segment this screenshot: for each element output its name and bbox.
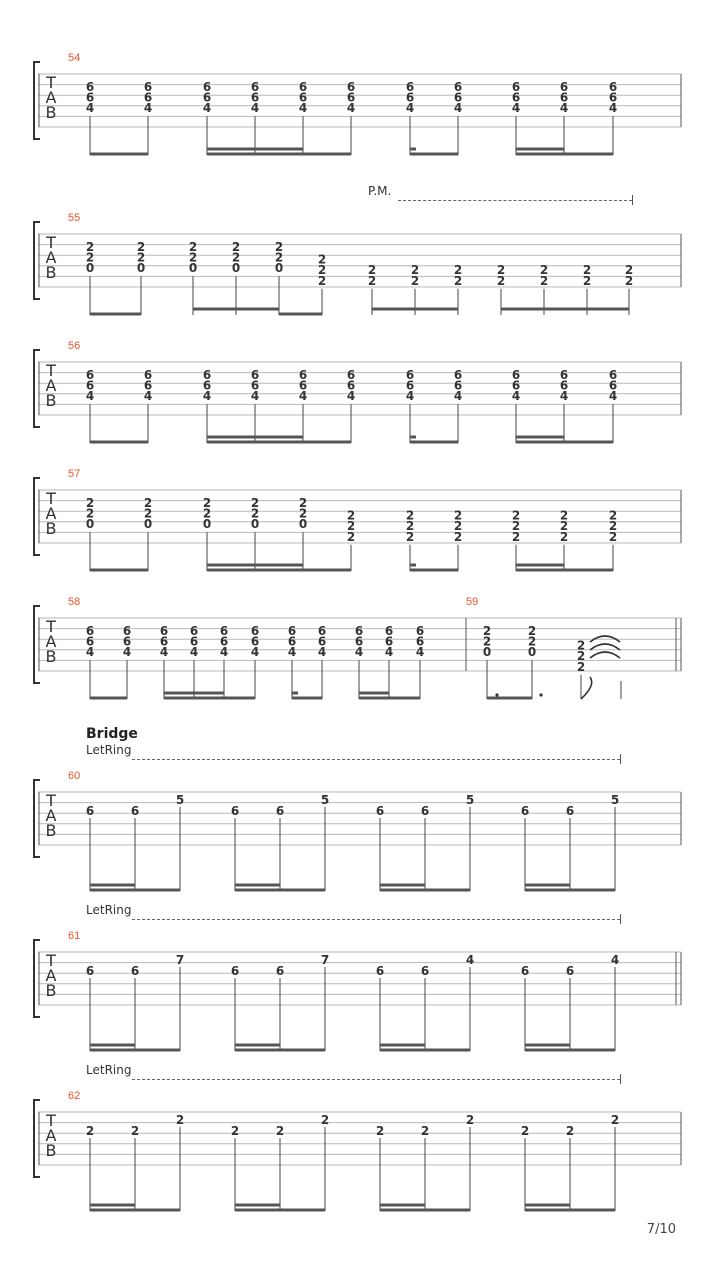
fret-number: 0 xyxy=(136,261,146,276)
measure-number: 60 xyxy=(68,770,81,782)
fret-number: 6 xyxy=(85,964,95,978)
fret-number: 4 xyxy=(465,953,475,967)
fret-number: 6 xyxy=(298,90,308,105)
fret-number: 2 xyxy=(346,508,356,523)
fret-number: 4 xyxy=(85,389,95,404)
fret-number: 2 xyxy=(175,1113,185,1127)
tab-staff-4 xyxy=(0,486,720,599)
dot xyxy=(495,693,498,696)
fret-number: 6 xyxy=(346,378,356,393)
fret-number: 2 xyxy=(346,519,356,534)
fret-number: 6 xyxy=(250,368,260,382)
fret-number: 4 xyxy=(189,645,199,660)
fret-number: 2 xyxy=(511,519,521,534)
measure-number: 55 xyxy=(68,212,81,224)
fret-number: 6 xyxy=(250,624,260,638)
fret-number: 6 xyxy=(250,378,260,393)
palm-mute-label: P.M. xyxy=(368,184,392,198)
fret-number: 6 xyxy=(346,368,356,382)
fret-number: 2 xyxy=(85,240,95,254)
fret-number: 2 xyxy=(410,263,420,278)
fret-number: 0 xyxy=(85,517,95,532)
fret-number: 2 xyxy=(274,250,284,265)
palm-mute-line xyxy=(398,200,632,201)
fret-number: 4 xyxy=(384,645,394,660)
fret-number: 6 xyxy=(415,624,425,638)
fret-number: 6 xyxy=(159,624,169,638)
fret-number: 2 xyxy=(576,638,586,653)
fret-number: 2 xyxy=(496,273,506,288)
fret-number: 2 xyxy=(482,634,492,649)
fret-number: 6 xyxy=(202,80,212,94)
fret-number: 6 xyxy=(287,634,297,649)
fret-number: 2 xyxy=(582,263,592,278)
fret-number: 6 xyxy=(520,804,530,818)
fret-number: 6 xyxy=(559,378,569,393)
fret-number: 0 xyxy=(202,517,212,532)
fret-number: 2 xyxy=(559,529,569,544)
let-ring-line xyxy=(132,759,620,760)
fret-number: 2 xyxy=(527,634,537,649)
fret-number: 6 xyxy=(85,634,95,649)
fret-number: 0 xyxy=(274,261,284,276)
tab-clef-letter: B xyxy=(45,519,57,538)
fret-number: 2 xyxy=(317,263,327,278)
fret-number: 0 xyxy=(250,517,260,532)
fret-number: 2 xyxy=(610,1113,620,1127)
fret-number: 2 xyxy=(346,529,356,544)
tab-clef-letter: A xyxy=(45,88,57,107)
fret-number: 6 xyxy=(559,90,569,105)
tab-clef-letter: T xyxy=(46,791,56,810)
tab-clef-letter: A xyxy=(45,1126,57,1145)
fret-number: 6 xyxy=(143,378,153,393)
fret-number: 4 xyxy=(511,389,521,404)
fret-number: 6 xyxy=(317,634,327,649)
tab-clef-letter: B xyxy=(45,391,57,410)
fret-number: 4 xyxy=(559,101,569,116)
fret-number: 2 xyxy=(405,529,415,544)
tab-clef-letter: B xyxy=(45,103,57,122)
fret-number: 2 xyxy=(375,1124,385,1138)
fret-number: 2 xyxy=(250,496,260,510)
fret-number: 2 xyxy=(453,508,463,523)
fret-number: 2 xyxy=(539,273,549,288)
fret-number: 6 xyxy=(298,80,308,94)
fret-number: 4 xyxy=(453,101,463,116)
fret-number: 6 xyxy=(405,80,415,94)
fret-number: 2 xyxy=(608,529,618,544)
fret-number: 4 xyxy=(608,101,618,116)
tab-clef-letter: T xyxy=(46,361,56,380)
fret-number: 2 xyxy=(482,624,492,638)
fret-number: 2 xyxy=(367,263,377,278)
fret-number: 6 xyxy=(317,624,327,638)
fret-number: 6 xyxy=(511,378,521,393)
fret-number: 5 xyxy=(320,793,330,807)
fret-number: 6 xyxy=(608,368,618,382)
fret-number: 2 xyxy=(559,508,569,523)
fret-number: 6 xyxy=(511,90,521,105)
fret-number: 4 xyxy=(354,645,364,660)
fret-number: 2 xyxy=(624,273,634,288)
fret-number: 6 xyxy=(143,80,153,94)
let-ring-end xyxy=(620,914,621,924)
fret-number: 6 xyxy=(559,80,569,94)
fret-number: 7 xyxy=(175,953,185,967)
tab-clef-letter: B xyxy=(45,647,57,666)
let-ring-line xyxy=(132,919,620,920)
let-ring-end xyxy=(620,754,621,764)
fret-number: 4 xyxy=(453,389,463,404)
fret-number: 6 xyxy=(85,90,95,105)
fret-number: 6 xyxy=(143,90,153,105)
fret-number: 2 xyxy=(202,496,212,510)
tab-clef-letter: A xyxy=(45,632,57,651)
fret-number: 6 xyxy=(415,634,425,649)
tab-clef-letter: A xyxy=(45,376,57,395)
fret-number: 6 xyxy=(511,368,521,382)
fret-number: 4 xyxy=(405,101,415,116)
fret-number: 4 xyxy=(250,389,260,404)
fret-number: 6 xyxy=(520,964,530,978)
fret-number: 6 xyxy=(130,964,140,978)
fret-number: 6 xyxy=(275,804,285,818)
fret-number: 4 xyxy=(610,953,620,967)
tab-staff-7 xyxy=(0,948,720,1061)
fret-number: 2 xyxy=(231,240,241,254)
fret-number: 2 xyxy=(453,263,463,278)
fret-number: 6 xyxy=(122,634,132,649)
fret-number: 2 xyxy=(85,250,95,265)
fret-number: 2 xyxy=(274,240,284,254)
fret-number: 2 xyxy=(576,659,586,674)
fret-number: 2 xyxy=(320,1113,330,1127)
fret-number: 6 xyxy=(384,624,394,638)
fret-number: 2 xyxy=(188,240,198,254)
fret-number: 6 xyxy=(565,964,575,978)
tab-clef-letter: B xyxy=(45,1141,57,1160)
fret-number: 2 xyxy=(410,273,420,288)
fret-number: 6 xyxy=(85,624,95,638)
fret-number: 2 xyxy=(453,273,463,288)
fret-number: 2 xyxy=(231,250,241,265)
tab-clef-letter: T xyxy=(46,233,56,252)
fret-number: 2 xyxy=(298,506,308,521)
fret-number: 2 xyxy=(539,263,549,278)
fret-number: 2 xyxy=(367,273,377,288)
measure-number: 54 xyxy=(68,52,81,64)
fret-number: 6 xyxy=(143,368,153,382)
page-number: 7/10 xyxy=(646,1222,676,1237)
fret-number: 4 xyxy=(202,101,212,116)
fret-number: 6 xyxy=(405,368,415,382)
fret-number: 2 xyxy=(230,1124,240,1138)
fret-number: 6 xyxy=(130,804,140,818)
fret-number: 6 xyxy=(608,80,618,94)
fret-number: 6 xyxy=(559,368,569,382)
fret-number: 4 xyxy=(250,645,260,660)
let-ring-label: LetRing xyxy=(86,743,132,757)
fret-number: 6 xyxy=(375,804,385,818)
fret-number: 6 xyxy=(85,368,95,382)
fret-number: 2 xyxy=(298,496,308,510)
fret-number: 5 xyxy=(610,793,620,807)
fret-number: 2 xyxy=(136,240,146,254)
tab-staff-6 xyxy=(0,788,720,901)
fret-number: 6 xyxy=(85,378,95,393)
let-ring-label: LetRing xyxy=(86,903,132,917)
fret-number: 2 xyxy=(136,250,146,265)
fret-number: 4 xyxy=(219,645,229,660)
fret-number: 2 xyxy=(559,519,569,534)
measure-number: 58 xyxy=(68,596,81,608)
tab-clef-letter: T xyxy=(46,617,56,636)
measure-number: 56 xyxy=(68,340,81,352)
fret-number: 2 xyxy=(405,519,415,534)
fret-number: 6 xyxy=(250,634,260,649)
section-title: Bridge xyxy=(86,726,138,742)
fret-number: 6 xyxy=(453,368,463,382)
fret-number: 6 xyxy=(420,964,430,978)
fret-number: 2 xyxy=(511,529,521,544)
fret-number: 2 xyxy=(405,508,415,523)
fret-number: 0 xyxy=(85,261,95,276)
measure-number: 59 xyxy=(466,596,479,608)
tab-staff-1 xyxy=(0,70,720,183)
fret-number: 2 xyxy=(275,1124,285,1138)
fret-number: 4 xyxy=(159,645,169,660)
fret-number: 6 xyxy=(250,90,260,105)
fret-number: 2 xyxy=(85,496,95,510)
fret-number: 0 xyxy=(527,645,537,660)
measure-number: 62 xyxy=(68,1090,81,1102)
fret-number: 4 xyxy=(298,101,308,116)
let-ring-label: LetRing xyxy=(86,1063,132,1077)
fret-number: 6 xyxy=(354,634,364,649)
fret-number: 4 xyxy=(608,389,618,404)
fret-number: 2 xyxy=(608,519,618,534)
note-flag xyxy=(581,677,592,699)
fret-number: 5 xyxy=(465,793,475,807)
fret-number: 6 xyxy=(608,378,618,393)
fret-number: 2 xyxy=(317,252,327,267)
tab-staff-3 xyxy=(0,358,720,471)
measure-number: 61 xyxy=(68,930,81,942)
fret-number: 6 xyxy=(608,90,618,105)
tab-clef-letter: T xyxy=(46,73,56,92)
fret-number: 6 xyxy=(189,634,199,649)
palm-mute-end xyxy=(632,195,633,205)
fret-number: 2 xyxy=(582,273,592,288)
tab-clef-letter: A xyxy=(45,504,57,523)
tab-clef-letter: A xyxy=(45,248,57,267)
fret-number: 2 xyxy=(624,263,634,278)
fret-number: 6 xyxy=(453,378,463,393)
fret-number: 4 xyxy=(122,645,132,660)
fret-number: 2 xyxy=(496,263,506,278)
tab-clef-letter: T xyxy=(46,489,56,508)
fret-number: 6 xyxy=(354,624,364,638)
fret-number: 6 xyxy=(202,90,212,105)
fret-number: 6 xyxy=(159,634,169,649)
let-ring-line xyxy=(132,1079,620,1080)
tie-arc xyxy=(590,652,620,658)
fret-number: 4 xyxy=(317,645,327,660)
tab-staff-5 xyxy=(0,614,720,727)
fret-number: 0 xyxy=(231,261,241,276)
fret-number: 6 xyxy=(453,90,463,105)
fret-number: 0 xyxy=(143,517,153,532)
fret-number: 2 xyxy=(250,506,260,521)
fret-number: 7 xyxy=(320,953,330,967)
fret-number: 4 xyxy=(85,101,95,116)
fret-number: 4 xyxy=(415,645,425,660)
fret-number: 2 xyxy=(576,649,586,664)
fret-number: 4 xyxy=(405,389,415,404)
fret-number: 6 xyxy=(405,378,415,393)
fret-number: 2 xyxy=(202,506,212,521)
fret-number: 6 xyxy=(202,368,212,382)
tab-clef-letter: T xyxy=(46,951,56,970)
fret-number: 6 xyxy=(122,624,132,638)
fret-number: 5 xyxy=(175,793,185,807)
fret-number: 2 xyxy=(420,1124,430,1138)
fret-number: 6 xyxy=(346,80,356,94)
fret-number: 6 xyxy=(219,634,229,649)
fret-number: 6 xyxy=(230,964,240,978)
fret-number: 4 xyxy=(250,101,260,116)
fret-number: 6 xyxy=(375,964,385,978)
fret-number: 4 xyxy=(202,389,212,404)
fret-number: 2 xyxy=(317,273,327,288)
fret-number: 6 xyxy=(384,634,394,649)
fret-number: 4 xyxy=(559,389,569,404)
fret-number: 2 xyxy=(85,1124,95,1138)
fret-number: 6 xyxy=(420,804,430,818)
fret-number: 6 xyxy=(250,80,260,94)
fret-number: 6 xyxy=(230,804,240,818)
fret-number: 0 xyxy=(298,517,308,532)
fret-number: 4 xyxy=(298,389,308,404)
tab-clef-letter: T xyxy=(46,1111,56,1130)
fret-number: 2 xyxy=(453,519,463,534)
tie-arc xyxy=(590,644,620,650)
tab-staff-2 xyxy=(0,230,720,343)
fret-number: 4 xyxy=(85,645,95,660)
fret-number: 6 xyxy=(85,804,95,818)
measure-number: 57 xyxy=(68,468,81,480)
tab-clef-letter: B xyxy=(45,821,57,840)
fret-number: 2 xyxy=(520,1124,530,1138)
fret-number: 4 xyxy=(511,101,521,116)
fret-number: 6 xyxy=(189,624,199,638)
fret-number: 6 xyxy=(346,90,356,105)
tab-clef-letter: B xyxy=(45,263,57,282)
fret-number: 6 xyxy=(219,624,229,638)
dot xyxy=(539,693,542,696)
tab-clef-letter: B xyxy=(45,981,57,1000)
fret-number: 2 xyxy=(85,506,95,521)
tab-clef-letter: A xyxy=(45,806,57,825)
tab-staff-8 xyxy=(0,1108,720,1221)
fret-number: 6 xyxy=(287,624,297,638)
fret-number: 4 xyxy=(346,101,356,116)
fret-number: 2 xyxy=(465,1113,475,1127)
fret-number: 2 xyxy=(527,624,537,638)
fret-number: 4 xyxy=(143,389,153,404)
tab-clef-letter: A xyxy=(45,966,57,985)
fret-number: 2 xyxy=(608,508,618,523)
fret-number: 6 xyxy=(298,378,308,393)
fret-number: 6 xyxy=(298,368,308,382)
fret-number: 6 xyxy=(202,378,212,393)
fret-number: 2 xyxy=(511,508,521,523)
fret-number: 2 xyxy=(188,250,198,265)
fret-number: 2 xyxy=(143,496,153,510)
fret-number: 6 xyxy=(275,964,285,978)
fret-number: 6 xyxy=(511,80,521,94)
fret-number: 6 xyxy=(565,804,575,818)
fret-number: 4 xyxy=(346,389,356,404)
fret-number: 6 xyxy=(405,90,415,105)
fret-number: 6 xyxy=(85,80,95,94)
fret-number: 2 xyxy=(130,1124,140,1138)
let-ring-end xyxy=(620,1074,621,1084)
fret-number: 2 xyxy=(143,506,153,521)
fret-number: 2 xyxy=(565,1124,575,1138)
fret-number: 2 xyxy=(453,529,463,544)
fret-number: 6 xyxy=(453,80,463,94)
fret-number: 4 xyxy=(143,101,153,116)
fret-number: 0 xyxy=(482,645,492,660)
fret-number: 4 xyxy=(287,645,297,660)
fret-number: 0 xyxy=(188,261,198,276)
